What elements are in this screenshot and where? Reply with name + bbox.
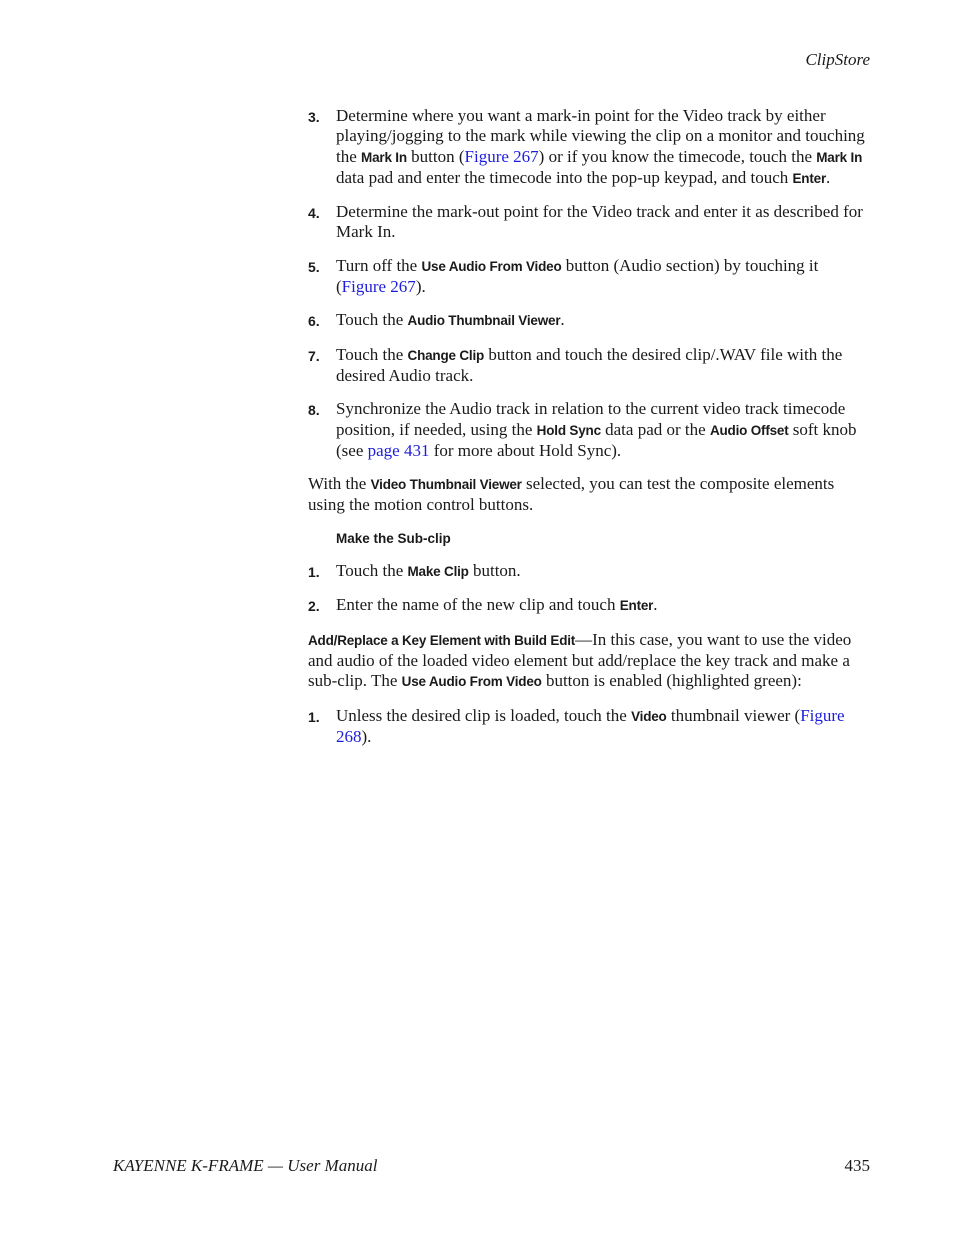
ui-term-change-clip: Change Clip <box>407 347 485 363</box>
footer-page-number: 435 <box>844 1156 870 1175</box>
ui-term-video: Video <box>631 708 667 724</box>
step-3 <box>308 106 870 189</box>
step-text <box>336 310 870 331</box>
text-run: . <box>826 167 831 187</box>
step-number: 8. <box>308 402 320 419</box>
ui-term-video-thumbnail-viewer: Video Thumbnail Viewer <box>370 477 522 493</box>
page-content <box>308 106 870 760</box>
text-run: ). <box>361 726 372 746</box>
text-run: ) or if you know the timecode, touch the <box>538 146 817 166</box>
text-run: . <box>560 310 565 330</box>
text-run: button. <box>468 561 521 581</box>
text-run: Synchronize the Audio track in relation to the current video track timecode position, if needed, using the <box>336 399 846 439</box>
text-run: Turn off the <box>336 255 422 275</box>
ui-term-mark-in: Mark In <box>816 149 863 165</box>
step-number: 4. <box>308 205 320 222</box>
step-6 <box>308 310 870 331</box>
step-text <box>336 706 870 748</box>
ui-term-mark-in: Mark In <box>361 149 407 165</box>
step-text <box>336 399 870 461</box>
text-run: Touch the <box>336 310 408 330</box>
ui-term-use-audio-from-video: Use Audio From Video <box>421 258 562 274</box>
step-8 <box>308 399 870 461</box>
text-run: ). <box>415 277 426 297</box>
step-4 <box>308 202 870 243</box>
text-run: button (Audio section) by touching it ( <box>336 255 819 297</box>
ui-term-enter: Enter <box>792 170 827 186</box>
ui-term-audio-thumbnail-viewer: Audio Thumbnail Viewer <box>407 313 561 329</box>
running-header: ClipStore <box>805 50 870 69</box>
text-run: Determine where you want a mark-in point for the Video track by either playing/jogging to the mark while viewing the clip on a monitor and touching the <box>336 106 865 166</box>
text-run: data pad and enter the timecode into the pop-up keypad, and touch <box>336 167 793 187</box>
text-run: selected, you can test the composite elements using the motion control buttons. <box>308 474 835 515</box>
text-run: soft knob (see <box>336 419 857 460</box>
figure-267-link[interactable]: Figure 267 <box>341 277 416 297</box>
step-number: 2. <box>308 598 320 615</box>
text-run: Unless the desired clip is loaded, touch the <box>336 705 632 725</box>
ui-term-use-audio-from-video: Use Audio From Video <box>401 674 542 690</box>
text-run: Touch the <box>336 344 408 364</box>
text-run: With the <box>308 474 371 494</box>
footer-manual-title: KAYENNE K-FRAME — User Manual <box>113 1156 378 1175</box>
paragraph-video-thumbnail <box>308 474 870 516</box>
step-number: 5. <box>308 258 320 275</box>
step-number: 3. <box>308 109 320 125</box>
page-431-link[interactable]: page 431 <box>367 440 430 460</box>
text-run: —In this case, you want to use the video and audio of the loaded video element but add/replace the key track and make a sub-clip. The <box>308 629 852 691</box>
text-run: Enter the name of the new clip and touch <box>336 595 620 615</box>
text-run: button ( <box>406 146 465 166</box>
step-b-2 <box>308 595 870 616</box>
text-run: button and touch the desired clip/.WAV file with the desired Audio track. <box>336 344 843 385</box>
step-number: 1. <box>308 564 320 581</box>
ui-term-enter: Enter <box>619 598 654 614</box>
step-b-1 <box>308 561 870 582</box>
figure-268-link[interactable]: Figure 268 <box>336 705 845 746</box>
ui-term-make-clip: Make Clip <box>407 564 469 580</box>
run-in-heading-add-replace: Add/Replace a Key Element with Build Edit <box>308 632 576 648</box>
ui-term-audio-offset: Audio Offset <box>709 422 789 438</box>
figure-267-link[interactable]: Figure 267 <box>464 146 539 166</box>
step-text <box>336 595 870 616</box>
text-run: Touch the <box>336 561 408 581</box>
step-text <box>336 106 870 189</box>
paragraph-add-replace <box>308 630 870 693</box>
text-run: data pad or the <box>600 419 710 439</box>
step-text <box>336 345 870 387</box>
text-run: button is enabled (highlighted green): <box>541 671 802 691</box>
text-run: for more about Hold Sync). <box>429 440 622 460</box>
ui-term-hold-sync: Hold Sync <box>536 422 601 438</box>
step-5 <box>308 256 870 298</box>
step-text <box>336 256 870 298</box>
step-number: 7. <box>308 347 320 364</box>
step-number: 1. <box>308 708 320 725</box>
step-c-1 <box>308 706 870 748</box>
subheading-make-sub-clip: Make the Sub-clip <box>336 530 451 546</box>
step-text <box>336 561 870 582</box>
step-text: Determine the mark-out point for the Video track and enter it as described for Mark In. <box>336 202 863 242</box>
step-7 <box>308 345 870 387</box>
text-run: . <box>653 595 658 615</box>
text-run: thumbnail viewer ( <box>666 705 801 725</box>
step-number: 6. <box>308 313 320 330</box>
